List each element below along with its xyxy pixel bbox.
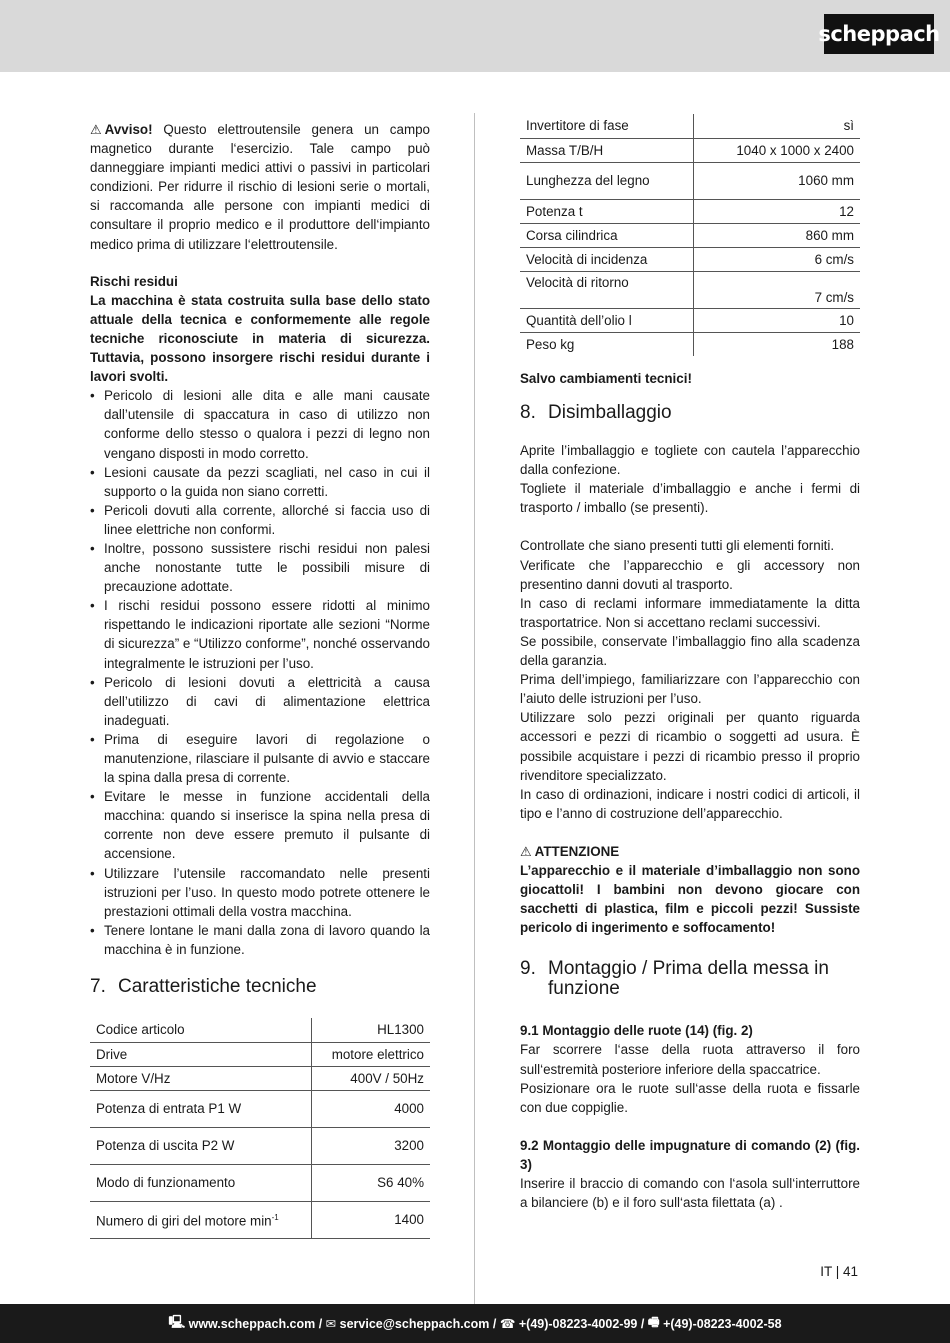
- rischi-title: Rischi residui: [90, 273, 178, 289]
- s8-paragraph: Prima dell’impiego, familiarizzare con l’apparecchio con l’aiuto delle istruzioni per l’uso.: [520, 672, 860, 707]
- page-number: IT | 41: [820, 1264, 858, 1279]
- list-item: • Prima di eseguire lavori di regolazione o manutenzione, rilasciare il pulsante di avvio e staccare la spina dalla presa di corrente.: [90, 730, 430, 787]
- mail-icon: ✉: [325, 1317, 340, 1331]
- spec-table-left: [90, 1018, 430, 1239]
- salvo-note: Salvo cambiamenti tecnici!: [520, 371, 692, 386]
- left-column: [90, 120, 430, 1239]
- table-row: Potenza di entrata P1 W 4000: [90, 1090, 430, 1127]
- section-9-heading: 9. Montaggio / Prima della messa in funzione: [520, 958, 829, 1000]
- s8-paragraph: Controllate che siano presenti tutti gli elementi forniti.: [520, 538, 835, 554]
- s8-paragraph: Verificate che l’apparecchio e gli accessory non presentino danni dovuti al trasporto.: [520, 557, 860, 592]
- footer-fax: +(49)-08223-4002-58: [663, 1316, 782, 1331]
- footer-phone: +(49)-08223-4002-99: [518, 1316, 638, 1331]
- s8-paragraph: Aprite l’imballaggio e togliete con cautela l’apparecchio dalla confezione.: [520, 443, 860, 478]
- list-item: • Evitare le messe in funzione accidentali della macchina: quando si inserisce la spina nella presa di corrente non deve essere premuto il pulsante di accensione.: [90, 787, 430, 863]
- right-column: [520, 114, 860, 1212]
- attenzione-text: L’apparecchio e il materiale d’imballaggio non sono giocattoli! I bambini non devono giocare con sacchetti di plastica, film e piccoli pezzi! Sussiste pericolo di ingerimento e soffocamento!: [520, 862, 860, 936]
- spec-table-right: [520, 114, 860, 356]
- table-row: Numero di giri del motore $\min^{-1}$ 1400: [90, 1201, 430, 1238]
- attenzione-label: ⚠ ATTENZIONE: [520, 842, 860, 861]
- list-item: • Pericolo di lesioni alle dita e alle mani causate dall’utensile di spaccatura in caso di utilizzo non conforme dello stesso o qualora i pezzi di legno non vengano disposti in modo corretto.: [90, 386, 430, 462]
- s91-paragraph: Far scorrere l‘asse della ruota attraverso il foro sull‘estremità posteriore inferiore della spaccatrice.: [520, 1042, 860, 1077]
- list-item: • I rischi residui possono essere ridotti al minimo rispettando le indicazioni riportate alle sezioni “Norme di sicurezza” e “Utilizzo conforme”, nonché osservando integralmente le istruzioni per l’uso.: [90, 596, 430, 672]
- avviso-label: Avviso!: [104, 122, 153, 137]
- column-divider: [474, 113, 475, 1328]
- warning-icon: ⚠: [90, 122, 102, 137]
- footer-email-link[interactable]: service@scheppach.com: [339, 1316, 490, 1331]
- computer-icon: 🖳: [168, 1315, 189, 1329]
- section-8-heading: 8. Disimballaggio: [520, 402, 672, 424]
- list-item: • Lesioni causate da pezzi scagliati, nel caso in cui il supporto o la guida non siano corretti.: [90, 463, 430, 501]
- header-bar: [0, 0, 950, 72]
- table-row: Corsa cilindrica 860 mm: [520, 223, 860, 247]
- s8-paragraph: Se possibile, conservate l’imballaggio fino alla scadenza della garanzia.: [520, 633, 860, 669]
- list-item: • Pericolo di lesioni dovuti a elettricità a causa dell’utilizzo di cavi di alimentazione elettrica inadeguati.: [90, 673, 430, 730]
- table-row: Peso kg 188: [520, 332, 860, 356]
- list-item: • Inoltre, possono sussistere rischi residui non palesi anche nonostante tutte le possibili misure di precauzione adottate.: [90, 539, 430, 596]
- s92-paragraph: Inserire il braccio di comando con l‘asola sull‘interruttore a bilanciere (b) e il foro sull‘asta filettata (a) .: [520, 1176, 860, 1211]
- table-row: Modo di funzionamento S6 40%: [90, 1164, 430, 1201]
- table-row: Lunghezza del legno 1060 mm: [520, 162, 860, 199]
- phone-icon: ☎: [499, 1317, 519, 1331]
- s8-paragraph: Togliete il materiale d’imballaggio e anche i fermi di trasporto / imballo (se presenti).: [520, 481, 860, 516]
- footer-bar: 🖳 www.scheppach.com / ✉ service@scheppach.com / ☎ +(49)-08223-4002-99 / 🖷 +(49)-08223-4002-58: [0, 1304, 950, 1343]
- table-row: Motore V/Hz 400V / 50Hz: [90, 1066, 430, 1090]
- table-row: Codice articolo HL1300: [90, 1018, 430, 1042]
- s8-paragraph: In caso di reclami informare immediatamente la ditta trasportatrice. Non si accettano reclami successivi.: [520, 595, 860, 630]
- rischi-intro: La macchina è stata costruita sulla base dello stato attuale della tecnica e conformemente alle regole tecniche riconosciute in materia di sicurezza. Tuttavia, possono insorgere rischi residui durante i lavori svolti.: [90, 292, 430, 385]
- s8-paragraph: Utilizzare solo pezzi originali per quanto riguarda accessori e pezzi di ricambio o soggetti ad usura. È possibile acquistare i pezzi di ricambio presso il proprio rivenditore specializzato.: [520, 710, 860, 783]
- table-row: Massa T/B/H 1040 x 1000 x 2400: [520, 138, 860, 162]
- list-item: • Utilizzare l’utensile raccomandato nelle presenti istruzioni per l’uso. In questo modo potrete ottenere le prestazioni ottimali della vostra macchina.: [90, 864, 430, 921]
- table-row: Potenza di uscita P2 W 3200: [90, 1127, 430, 1164]
- avviso-text: Questo elettroutensile genera un campo magnetico durante l‘esercizio. Tale campo può danneggiare impianti medici attivi o passivi in particolari condizioni. Per ridurre il rischio di lesioni serie o mortali, si raccomanda alle persone con impianti medici di consultare il proprio medico e il produttore dell‘impianto medico prima di utilizzare l‘elettroutensile.: [90, 122, 430, 252]
- brand-logo: scheppach: [824, 14, 934, 54]
- fax-icon: 🖷: [647, 1315, 664, 1329]
- section-7-heading: 7. Caratteristiche tecniche: [90, 976, 317, 998]
- list-item: • Tenere lontane le mani dalla zona di lavoro quando la macchina è in funzione.: [90, 921, 430, 959]
- s91-paragraph: Posizionare ora le ruote sull‘asse della ruota e fissarle con due coppiglie.: [520, 1080, 860, 1115]
- rischi-list: [90, 386, 430, 959]
- table-row: Velocità di ritorno 7 cm/s: [520, 271, 860, 308]
- table-row: Drive motore elettrico: [90, 1042, 430, 1066]
- table-row: Potenza t 12: [520, 199, 860, 223]
- s92-title: 9.2 Montaggio delle impugnature di comando (2) (fig. 3): [520, 1137, 860, 1172]
- avviso-paragraph: [90, 120, 430, 254]
- table-row: Invertitore di fase sì: [520, 114, 860, 138]
- list-item: • Pericoli dovuti alla corrente, allorché si faccia uso di linee elettriche non conformi.: [90, 501, 430, 539]
- warning-icon: ⚠: [520, 843, 532, 859]
- table-row: Velocità di incidenza 6 cm/s: [520, 247, 860, 271]
- table-row: Quantità dell’olio l 10: [520, 308, 860, 332]
- s91-title: 9.1 Montaggio delle ruote (14) (fig. 2): [520, 1023, 753, 1039]
- footer-web-link[interactable]: www.scheppach.com: [188, 1316, 316, 1331]
- s8-paragraph: In caso di ordinazioni, indicare i nostri codici di articoli, il tipo e l’anno di costruzione dell’apparecchio.: [520, 786, 860, 821]
